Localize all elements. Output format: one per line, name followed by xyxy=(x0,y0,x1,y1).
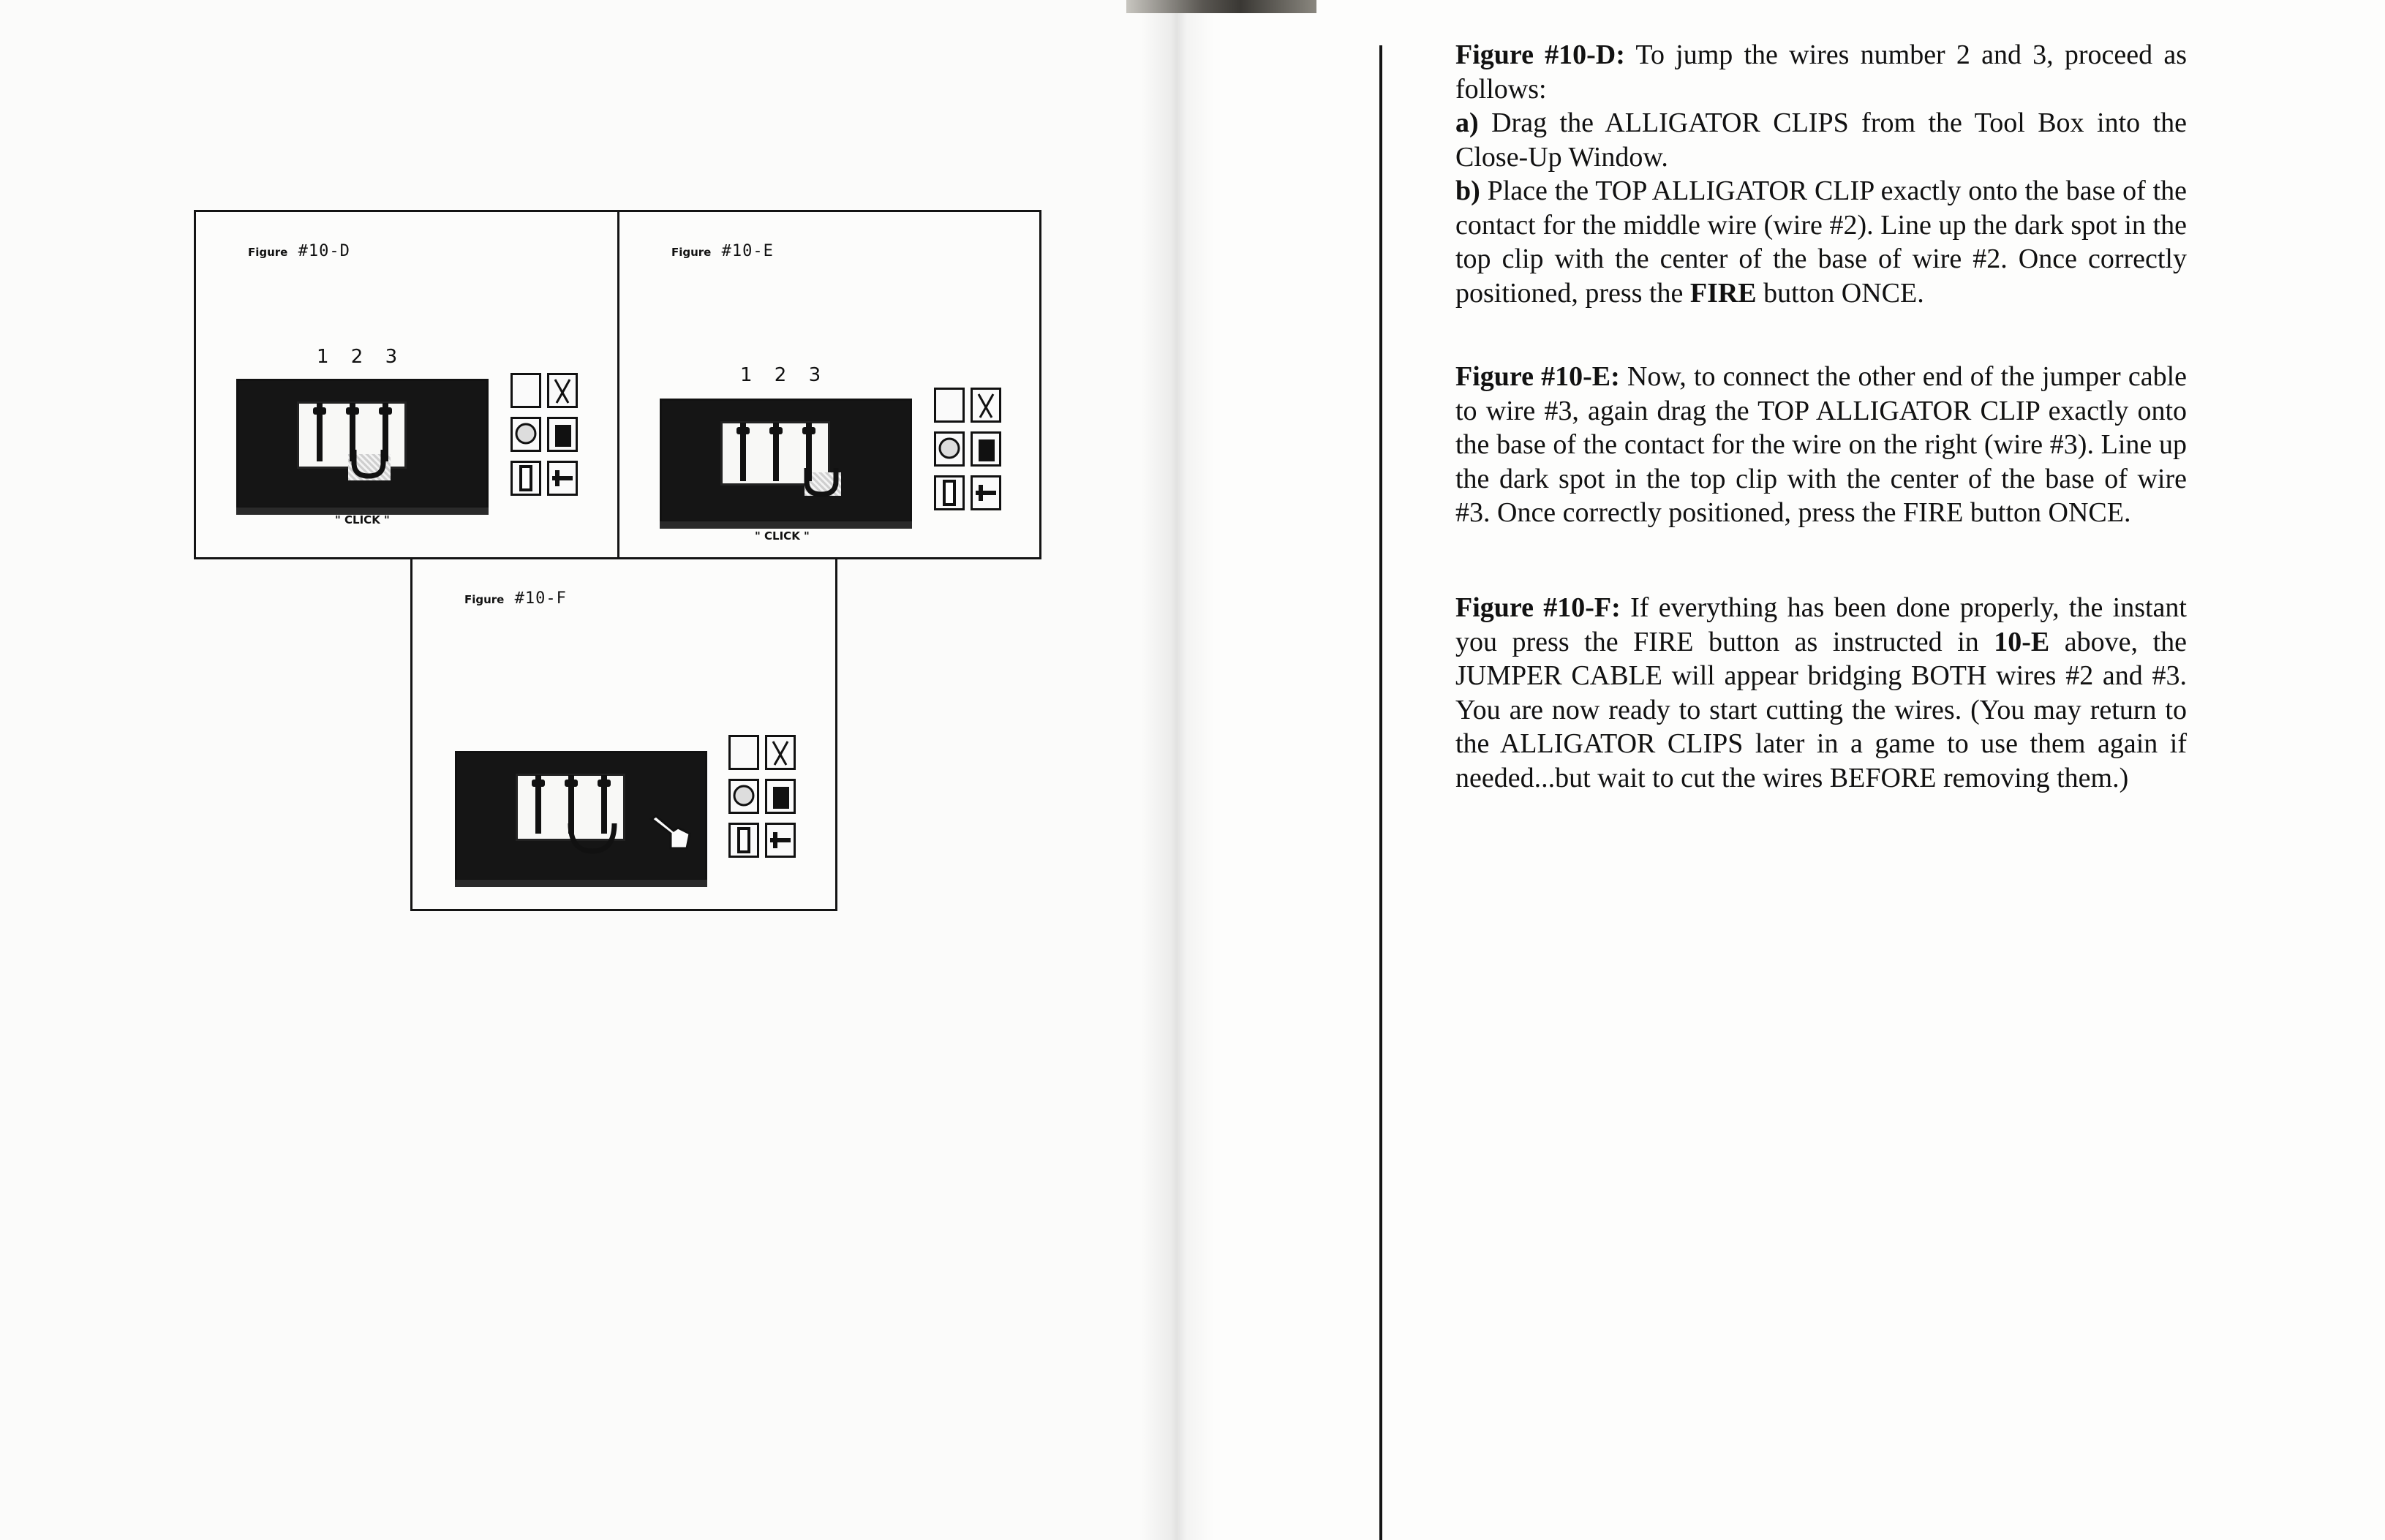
manual-icon[interactable] xyxy=(971,431,1001,467)
caption-number: #10-F xyxy=(514,589,567,608)
pointing-hand-icon xyxy=(649,812,693,856)
wire-numbers: 1 2 3 xyxy=(740,364,821,386)
figure-reference: 10-E xyxy=(1994,626,2050,657)
paragraph-body: If everything has been done properly, the instant you press the FIRE button as instructed in xyxy=(1455,592,2187,657)
wire-numbers: 1 2 3 xyxy=(317,346,398,368)
book-gutter xyxy=(1141,0,1214,1540)
paragraph-label: Figure #10-D: xyxy=(1455,39,1625,70)
paragraph-body: Drag the ALLIGATOR CLIPS from the Tool Box into the Close-Up Window. xyxy=(1455,107,2187,173)
figure-caption xyxy=(206,224,350,279)
figure-10-d xyxy=(194,210,619,559)
paragraph-body-continued: above, the JUMPER CABLE will appear bridging BOTH wires #2 and #3. You are now ready to start cutting the wires. (You may return to the ALLIGATOR CLIPS later in a game to use them again if needed...but wait to cut the wires BEFORE removing them.) xyxy=(1455,626,2187,793)
fire-keyword: FIRE xyxy=(1689,277,1757,309)
paragraph-figure-10-d xyxy=(1455,38,2187,106)
manual-icon[interactable] xyxy=(765,779,796,814)
paragraph-body: To jump the wires number 2 and 3, proceed as follows: xyxy=(1455,39,2187,105)
paragraph-label: Figure #10-F: xyxy=(1455,592,1621,623)
toolbox xyxy=(728,735,805,863)
jumper-cable-icon xyxy=(563,820,622,857)
tool-slot-empty[interactable] xyxy=(728,735,759,770)
paragraph-label: a) xyxy=(1455,107,1479,138)
paragraph-label: b) xyxy=(1455,175,1480,206)
figure-caption xyxy=(630,224,774,279)
book-spine-edge xyxy=(1126,0,1316,13)
closeup-window xyxy=(455,751,707,881)
wire-cutter-icon[interactable] xyxy=(971,388,1001,423)
figure-caption xyxy=(423,571,567,626)
magnifier-icon[interactable] xyxy=(934,431,965,467)
battery-icon[interactable] xyxy=(934,475,965,510)
alligator-clip-icon xyxy=(801,465,842,499)
figure-10-f xyxy=(410,557,837,911)
alligator-clip-icon xyxy=(348,447,389,480)
paragraph-body: Place the TOP ALLIGATOR CLIP exactly onto the base of the contact for the middle wire (wire #2). Line up the dark spot in the top clip with the center of the base of wire #2. Once correctly positioned, press the xyxy=(1455,175,2187,309)
battery-icon[interactable] xyxy=(728,823,759,858)
paragraph-figure-10-f xyxy=(1455,591,2187,795)
magnifier-icon[interactable] xyxy=(510,417,541,452)
click-label: " CLICK " xyxy=(755,529,810,543)
probe-icon[interactable] xyxy=(765,823,796,858)
magnifier-icon[interactable] xyxy=(728,779,759,814)
click-label: " CLICK " xyxy=(335,513,390,526)
closeup-window xyxy=(236,379,489,509)
tool-slot-empty[interactable] xyxy=(510,373,541,408)
battery-icon[interactable] xyxy=(510,461,541,496)
paragraph-body: Now, to connect the other end of the jumper cable to wire #3, again drag the TOP ALLIGATOR CLIP exactly onto the base of the contact for the wire on the right (wire #3). Line up the dark spot in the top clip with the center of the base of wire #3. Once correctly positioned, press the FIRE button ONCE. xyxy=(1455,361,2187,528)
paragraph-label: Figure #10-E: xyxy=(1455,361,1620,392)
closeup-window xyxy=(660,399,912,523)
caption-number: #10-D xyxy=(298,242,350,260)
caption-word: Figure xyxy=(464,593,505,606)
probe-icon[interactable] xyxy=(971,475,1001,510)
column-rule xyxy=(1379,45,1382,1540)
toolbox xyxy=(510,373,587,501)
manual-icon[interactable] xyxy=(547,417,578,452)
probe-icon[interactable] xyxy=(547,461,578,496)
paragraph-figure-10-e xyxy=(1455,360,2187,530)
paragraph-tail: button ONCE. xyxy=(1756,277,1924,309)
paragraph-step-b xyxy=(1455,174,2187,310)
wire-cutter-icon[interactable] xyxy=(547,373,578,408)
paragraph-step-a xyxy=(1455,106,2187,174)
caption-word: Figure xyxy=(247,246,288,259)
figure-10-e xyxy=(617,210,1041,559)
toolbox xyxy=(934,388,1011,516)
tool-slot-empty[interactable] xyxy=(934,388,965,423)
caption-number: #10-E xyxy=(721,242,774,260)
wire-cutter-icon[interactable] xyxy=(765,735,796,770)
caption-word: Figure xyxy=(671,246,712,259)
